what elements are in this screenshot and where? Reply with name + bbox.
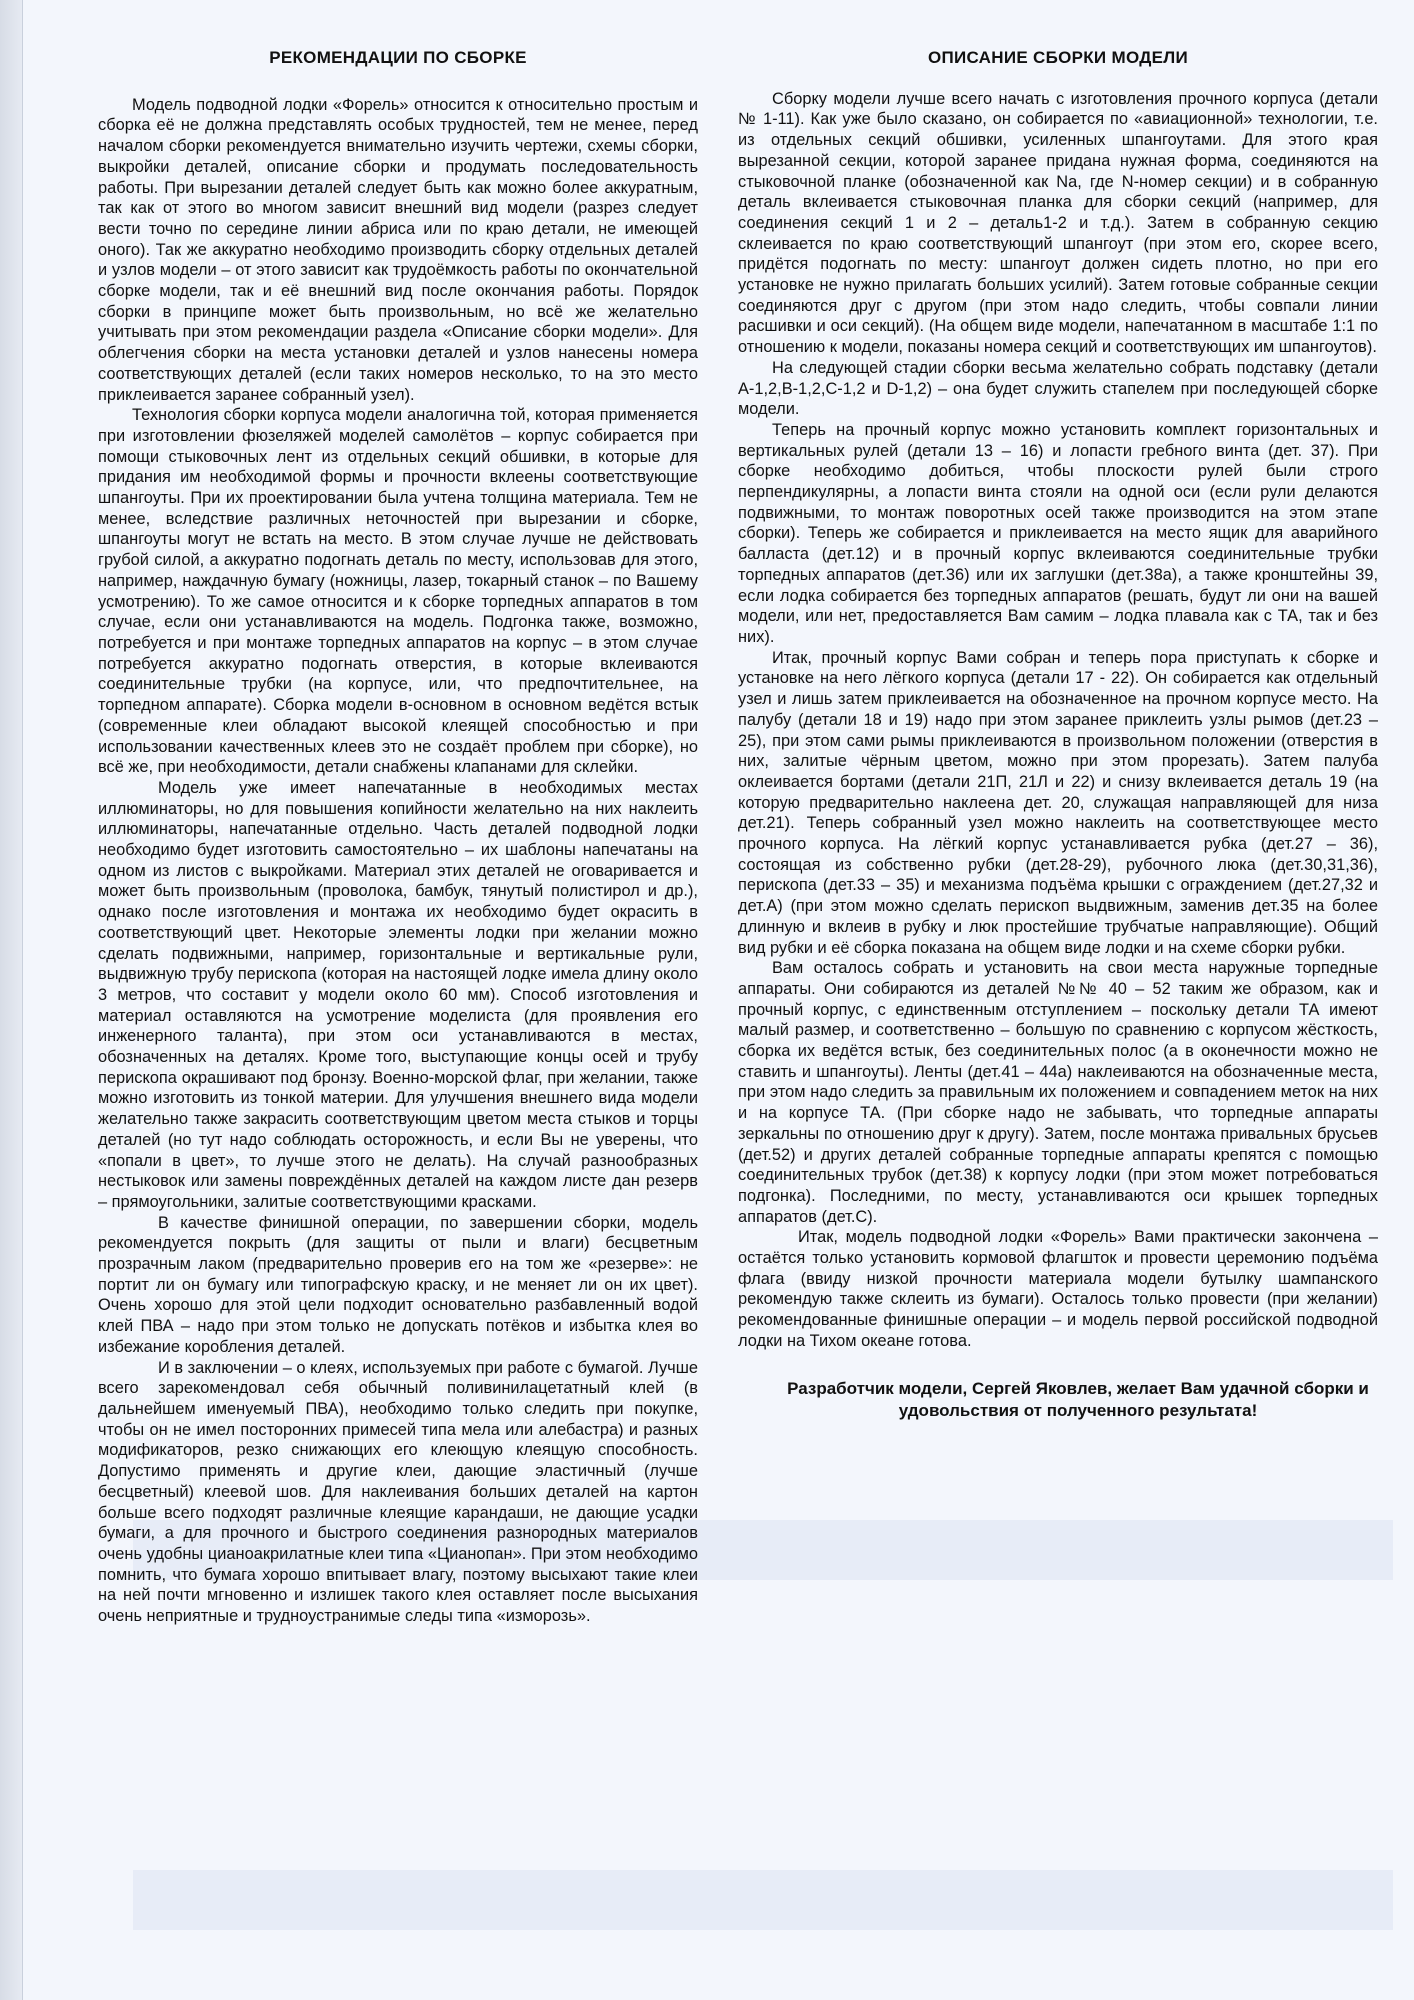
right-paragraph-6: Итак, модель подводной лодки «Форель» Вами практически закончена – остаётся только установить кормовой флагшток и провести церемонию подъёма флага (ввиду низкой прочности материала модели бутылку шампанского рекомендую также склеить из бумаги). Осталось только провести (при желании) рекомендованные финишные операции – и модель первой российской подводной лодки на Тихом океане готова.: [738, 1228, 1378, 1350]
closing-message: Разработчик модели, Сергей Яковлев, желает Вам удачной сборки и удовольствия от полученного результата!: [787, 1378, 1369, 1420]
page-edge-shadow: [0, 0, 22, 2000]
left-column: [98, 48, 698, 1627]
left-paragraph-1: Модель подводной лодки «Форель» относится к относительно простым и сборка её не должна представлять особых трудностей, тем не менее, перед началом сборки рекомендуется внимательно изучить чертежи, схемы сборки, выкройки деталей, описание сборки и продумать последовательность работы. При вырезании деталей следует быть как можно более аккуратным, так как от этого во многом зависит внешний вид модели (разрез следует вести точно по середине линии абриса или по краю детали, не имеющей оного). Так же аккуратно необходимо производить сборку отдельных деталей и узлов модели – от этого зависит как трудоёмкость работы по окончательной сборке модели, так и её внешний вид после окончания работы. Порядок сборки в принципе может быть произвольным, но всё же желательно учитывать при этом рекомендации раздела «Описание сборки модели». Для облегчения сборки на места установки деталей и узлов нанесены номера соответствующих деталей (если таких номеров несколько, то на это место приклеивается заранее собранный узел).: [98, 95, 698, 404]
left-paragraph-4: В качестве финишной операции, по завершении сборки, модель рекомендуется покрыть (для защиты от пыли и влаги) бесцветным прозрачным лаком (предварительно проверив его на том же «резерве»: не портит ли он бумагу или типографскую краску, и не меняет ли он их цвет). Очень хорошо для этой цели подходит основательно разбавленный водой клей ПВА – надо при этом только не допускать потёков и избытка клея во избежание коробления деталей.: [98, 1213, 698, 1356]
right-paragraph-4: Итак, прочный корпус Вами собран и теперь пора приступать к сборке и установке на него лёгкого корпуса (детали 17 - 22). Он собирается как отдельный узел и лишь затем приклеивается на обозначенное на прочном корпусе место. На палубу (детали 18 и 19) надо при этом заранее приклеить узлы рымов (дет.23 – 25), при этом сами рымы приклеиваются в произвольном положении (отверстия в них, залитые чёрным цветом, можно при этом прорезать). Затем палуба оклеивается бортами (детали 21П, 21Л и 22) и снизу вклеивается деталь 19 (на которую предварительно наклеена дет. 20, служащая направляющей для низа дет.21). Теперь собранный узел можно наклеить на соответствующее место прочного корпуса. На лёгкий корпус устанавливается рубка (дет.27 – 36), состоящая из собственно рубки (дет.28-29), рубочного люка (дет.30,31,36), перископа (дет.33 – 35) и механизма подъёма крышки с ограждением (дет.27,32 и дет.А) (при этом можно сделать перископ выдвижным, заменив дет.35 на более длинную и вклеив в рубку и люк простейшие трубчатые направляющие). Общий вид рубки и её сборка показана на общем виде лодки и на схеме сборки рубки.: [738, 648, 1378, 957]
left-paragraph-5: И в заключении – о клеях, используемых при работе с бумагой. Лучше всего зарекомендовал себя обычный поливинилацетатный клей (в дальнейшем именуемый ПВА), необходимо только следить при покупке, чтобы он не имел посторонних примесей типа мела или алебастра) и разных модификаторов, резко снижающих его клеющую клеящую способность. Допустимо применять и другие клеи, дающие эластичный (лучше бесцветный) клеевой шов. Для наклеивания больших деталей на картон больше всего подходят различные клеящие карандаши, не дающие усадки бумаги, а для прочного и быстрого соединения разнородных материалов очень удобны цианоакрилатные клеи типа «Цианопан». При этом необходимо помнить, что бумага хорошо впитывает влагу, поэтому высыхают такие клеи на ней почти мгновенно и излишек такого клея оставляет после высыхания очень неприятные и трудноустранимые следы типа «изморозь».: [98, 1358, 698, 1626]
right-column-title: ОПИСАНИЕ СБОРКИ МОДЕЛИ: [927, 48, 1189, 67]
left-column-title: РЕКОМЕНДАЦИИ ПО СБОРКЕ: [269, 48, 527, 67]
right-paragraph-3: Теперь на прочный корпус можно установить комплект горизонтальных и вертикальных рулей (детали 13 – 16) и лопасти гребного винта (дет. 37). При сборке необходимо добиться, чтобы плоскости рулей были строго перпендикулярны, а лопасти винта стояли на одной оси (если рули делаются подвижными, то монтаж поворотных осей также производится на этом этапе сборки). Теперь же собирается и приклеивается на место ящик для аварийного балласта (дет.12) и в прочный корпус вклеиваются соединительные трубки торпедных аппаратов (дет.36) или их заглушки (дет.38а), а также кронштейны 39, если лодка собирается без торпедных аппаратов (решать, будут ли они на вашей модели, или нет, предоставляется Вам самим – лодка плавала как с ТА, так и без них).: [738, 420, 1378, 646]
right-paragraph-2: На следующей стадии сборки весьма желательно собрать подставку (детали А-1,2,В-1,2,С-1,2 и D-1,2) – она будет служить стапелем при последующей сборке модели.: [738, 358, 1378, 419]
right-column: [738, 48, 1378, 1422]
right-paragraph-5: Вам осталось собрать и установить на свои места наружные торпедные аппараты. Они собираются из деталей №№ 40 – 52 таким же образом, как и прочный корпус, с единственным отступлением – поскольку детали ТА имеют малый размер, и соответственно – большую по сравнению с корпусом жёсткость, сборка их ведётся встык, без соединительных полос (а в оконечности можно не ставить и шпангоуты). Ленты (дет.41 – 44а) наклеиваются на обозначенные места, при этом надо следить за правильным их положением и совпадением меток на них и на корпусе ТА. (При сборке надо не забывать, что торпедные аппараты зеркальны по отношению друг к другу). Затем, после монтажа привальных брусьев (дет.52) и других деталей собранные торпедные аппараты крепятся с помощью соединительных трубок (дет.38) к корпусу лодки (при этом может потребоваться подгонка). Последними, по месту, устанавливаются оси крышек торпедных аппаратов (дет.С).: [738, 959, 1378, 1226]
right-paragraph-1: Сборку модели лучше всего начать с изготовления прочного корпуса (детали № 1-11). Как уже было сказано, он собирается по «авиационной» технологии, т.е. из отдельных секций обшивки, усиленных шпангоутами. Для этого края вырезанной секции, которой заранее придана нужная форма, соединяются на стыковочной планке (обозначенной как Na, где N-номер секции) и в собранную деталь вклеивается стыковочная планка для сборки секций (например, для соединения секций 1 и 2 – деталь1-2 и т.д.). Затем в собранную секцию склеивается по краю соответствующий шпангоут (при этом его, скорее всего, придётся подогнать по месту: шпангоут должен сидеть плотно, но при его установке не нужно прилагать больших усилий). Затем готовые собранные секции соединяются друг с другом (при этом надо следить, чтобы совпали линии расшивки и оси секций). (На общем виде модели, напечатанном в масштабе 1:1 по отношению к модели, показаны номера секций и соответствующих им шпангоутов).: [738, 89, 1378, 357]
left-paragraph-2: Технология сборки корпуса модели аналогична той, которая применяется при изготовлении фюзеляжей моделей самолётов – корпус собирается при помощи стыковочных лент из отдельных секций обшивки, в которые для придания им необходимой формы и прочности вклеены соответствующие шпангоуты. При их проектировании была учтена толщина материала. Тем не менее, вследствие различных неточностей при вырезании и сборке, шпангоуты могут не встать на место. В этом случае лучше не действовать грубой силой, а аккуратно подогнать деталь по месту, использовав для этого, например, наждачную бумагу (ножницы, лазер, токарный станок – по Вашему усмотрению). То же самое относится и к сборке торпедных аппаратов в том случае, если они устанавливаются на модель. Подгонка также, возможно, потребуется и при монтаже торпедных аппаратов на корпус – в этом случае потребуется аккуратно подогнать отверстия, в которые вклеиваются соединительные трубки (на корпусе, или, что предпочтительнее, на торпедном аппарате). Сборка модели в-основном в основном ведётся встык (современные клеи обладают высокой клеящей способностью и при использовании качественных клеев это не создаёт проблем при сборке), но всё же, при необходимости, детали снабжены клапанами для склейки.: [98, 406, 698, 777]
left-paragraph-3: Модель уже имеет напечатанные в необходимых местах иллюминаторы, но для повышения копийности желательно на них наклеить иллюминаторы, напечатанные отдельно. Часть деталей подводной лодки необходимо будет изготовить самостоятельно – их шаблоны напечатаны на одном из листов с выкройками. Материал этих деталей не оговаривается и может быть произвольным (проволока, бамбук, тянутый полистирол и др.), однако после изготовления и монтажа их необходимо будет окрасить в соответствующий цвет. Некоторые элементы лодки при желании можно сделать подвижными, например, горизонтальные и вертикальные рули, выдвижную трубу перископа (которая на настоящей лодке имела длину около 3 метров, что составит у модели около 60 мм). Способ изготовления и материал оставляются на усмотрение моделиста (для проявления его инженерного таланта), при этом оси устанавливаются в местах, обозначенных на деталях. Кроме того, выступающие концы осей и трубу перископа окрашивают под бронзу. Военно-морской флаг, при желании, также можно изготовить из тонкой материи. Для улучшения внешнего вида модели желательно также закрасить соответствующим цветом места стыков и торцы деталей (но тут надо соблюдать осторожность, и если Вы не уверены, что «попали в цвет», то лучше этого не делать). На случай разнообразных нестыковок или замены повреждённых деталей на каждом листе дан резерв – прямоугольники, залитые соответствующими красками.: [98, 778, 698, 1211]
bleed-through-band: [133, 1870, 1393, 1930]
